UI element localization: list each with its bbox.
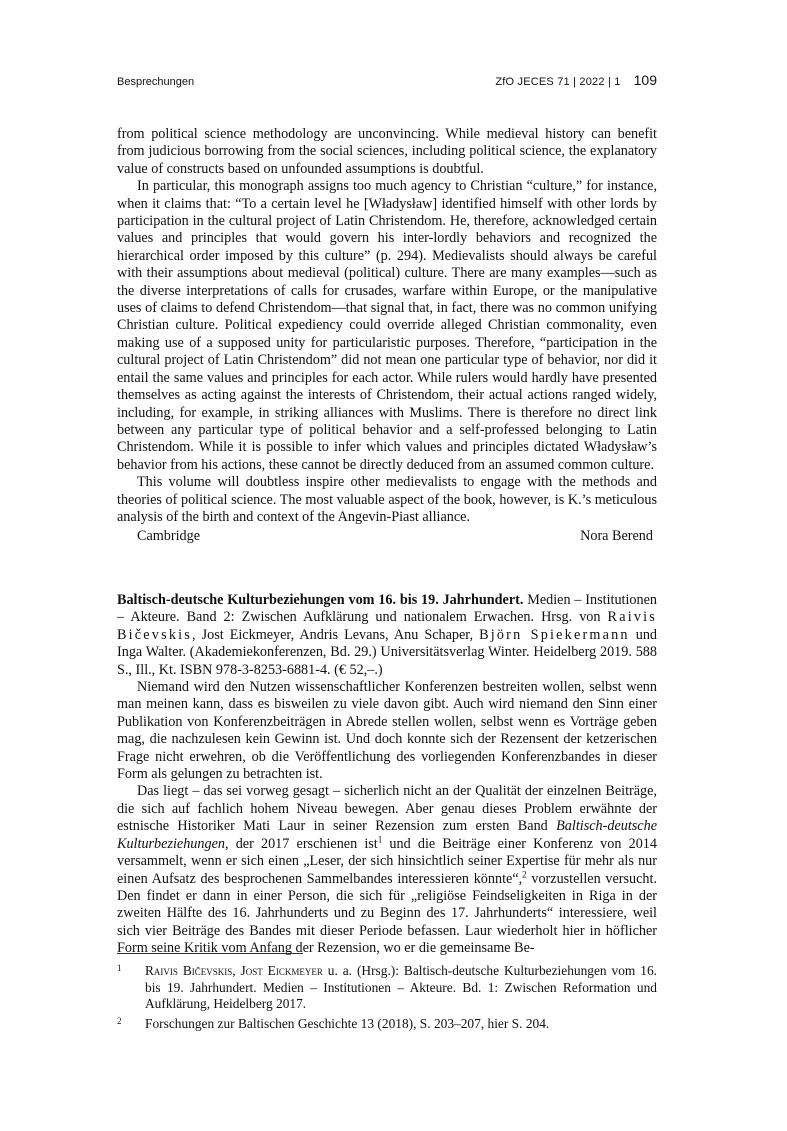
running-head: [117, 72, 657, 92]
book-title: Baltisch-deutsche Kulturbeziehungen vom 16. bis 19. Jahrhundert.: [117, 592, 524, 608]
page-number: 109: [633, 72, 657, 88]
footnote-authors: Raivis Bičevskis, Jost Eickmeyer: [145, 963, 323, 978]
journal-name: ZfO JECES 71 | 2022 | 1: [495, 76, 621, 88]
review-place: Cambridge: [137, 528, 201, 545]
footnote-rule: [117, 953, 303, 954]
footnote-text: u. a. (Hrsg.): Baltisch-deutsche Kulturbeziehungen vom 16. bis 19. Jahrhundert. Medien – Institutionen – Akteure. Bd. 1: Zwischen Reformation und Aufklärung, Heidelberg 2017.: [145, 963, 657, 1012]
editor-name: Andris Levans: [299, 626, 386, 643]
footnote-text: Forschungen zur Baltischen Geschichte 13 (2018), S. 203–207, hier S. 204.: [145, 1015, 550, 1031]
review-2-paragraph: Niemand wird den Nutzen wissenschaftlicher Konferenzen bestreiten wollen, selbst wenn man meinen kann, dass es bisweilen zu viele davon gibt. Auch wird niemand den Sinn einer Publikation von Konferenzbeiträgen in Abrede stellen wollen, selbst wenn es Vorträge geben mag, die nachzulesen kein Gewinn ist. Und doch konnte sich der Rezensent der ketzerischen Frage nicht erwehren, ob die Veröffentlichung des vorliegenden Konferenzbandes in dieser Form als gelungen zu betrachten ist.: [117, 679, 657, 783]
review-1: [117, 126, 657, 546]
footnote: [117, 963, 657, 1013]
editor-name: Anu Schaper: [393, 626, 470, 643]
section-title: Besprechungen: [117, 76, 195, 88]
review-1-paragraph: In particular, this monograph assigns too much agency to Christian “culture,” for instance, when it claims that: “To a certain level he [Władysław] identified himself with other lords by participation in the cultural project of Latin Christendom. He, therefore, acknowledged certain values and principles that would govern his inter-lordly behaviors and recognized the hierarchical order imposed by this culture” (p. 294). Medievalists should always be careful with their assumptions about medieval (political) culture. There are many examples—such as the diverse interpretations of calls for crusades, warfare within Europe, or the manipulative uses of claims to defend Christendom—that signal that, in fact, there was no common unifying Christian culture. Political expediency could override alleged Christian commonality, even making use of a supposed unity for particularistic purposes. Therefore, “participation in the cultural project of Latin Christendom” did not mean one particular type of behavior, nor did it entail the same values and principles for each actor. While rulers would hardly have presented themselves as acting against the interests of Christendom, their actual actions ranged widely, including, for example, in striking alliances with Muslims. There is therefore no direct link between any particular type of political behavior and a self-professed belonging to Latin Christendom. While it is possible to infer which values and principles dictated Władysław’s behavior from his actions, these cannot be directly deduced from an assumed common culture.: [117, 178, 657, 473]
review-2: [117, 592, 657, 958]
italic-title: Baltisch-deutsche Kulturbeziehungen: [117, 818, 657, 852]
footnote-number: 2: [117, 1015, 122, 1026]
footnote-number: 1: [117, 963, 122, 973]
editor-name: Raivis Bičevskis: [117, 609, 657, 643]
footnote-ref: 2: [522, 868, 527, 879]
review-1-paragraph: from political science methodology are unconvincing. While medieval history can benefit from judicious borrowing from the social sciences, including political science, the explanatory value of constructs based on unfounded assumptions is doubtful.: [117, 126, 657, 177]
reviewer-name: Nora Berend: [580, 528, 653, 545]
footnotes: [117, 963, 657, 1035]
journal-info: [495, 72, 657, 88]
book-subtitle: Medien – Institutionen – Akteure. Band 2: Zwischen Aufklärung und nationalem Erwachen. Hrsg. von: [117, 592, 658, 626]
editor-name: Inga Walter: [117, 644, 183, 661]
publication-details: . (Akademiekonferenzen, Bd. 29.) Universitätsverlag Winter. Heidelberg 2019. 588 S., Ill., Kt. ISBN 978-3-8253-6881-4. (€ 52,–.): [117, 644, 657, 678]
editor-name: Jost Eickmeyer: [201, 626, 291, 643]
footnote: [117, 1016, 657, 1033]
footnote-ref: 1: [377, 833, 383, 844]
review-1-paragraph: This volume will doubtless inspire other medievalists to engage with the methods and theories of political science. The most valuable aspect of the book, however, is K.’s meticulous analysis of the birth and context of the Angevin-Piast alliance.: [117, 474, 657, 525]
editor-name: Björn Spiekermann: [479, 626, 630, 643]
review-2-paragraph: Das liegt – das sei vorweg gesagt – sicherlich nicht an der Qualität der einzelnen Beiträge, die sich auf fachlich hohem Niveau bewegen. Aber genau dieses Problem erwähnte der estnische Historiker Mati Laur in seiner Rezension zum ersten Band Baltisch-deutsche Kulturbeziehungen, der 2017 erschienen ist$^1$ und die Beiträge einer Konferenz von 2014 versammelt, wenn er sich einen „Leser, der sich hinsichtlich seiner Expertise für mehr als nur einen Aufsatz des besprochenen Sammelbandes interessieren könnte“,$^2$ vorzustellen versucht. Den findet er dann in einer Person, die sich für „religiöse Feindseligkeiten in Riga in der zweiten Hälfte des 16. Jahrhunderts und zu Beginn des 17. Jahrhunderts“ interessiere, weil sich vier Beiträge des Bandes mit dieser Periode befassen. Laur wiederholt hier in höflicher Form seine Kritik vom Anfang der Rezension, wo er die gemeinsame Be-: [117, 783, 658, 957]
bibliographic-header: Baltisch-deutsche Kulturbeziehungen vom 16. bis 19. Jahrhundert. Medien – Institutionen – Akteure. Band 2: Zwischen Aufklärung und nationalem Erwachen. Hrsg. von Raivis Bičevskis, Jost Eickmeyer, Andris Levans, Anu Schaper, Björn Spiekermann und Inga Walter. (Akademiekonferenzen, Bd. 29.) Universitätsverlag Winter. Heidelberg 2019. 588 S., Ill., Kt. ISBN 978-3-8253-6881-4. (€ 52,–.): [117, 592, 658, 678]
signature-line: [117, 528, 657, 546]
